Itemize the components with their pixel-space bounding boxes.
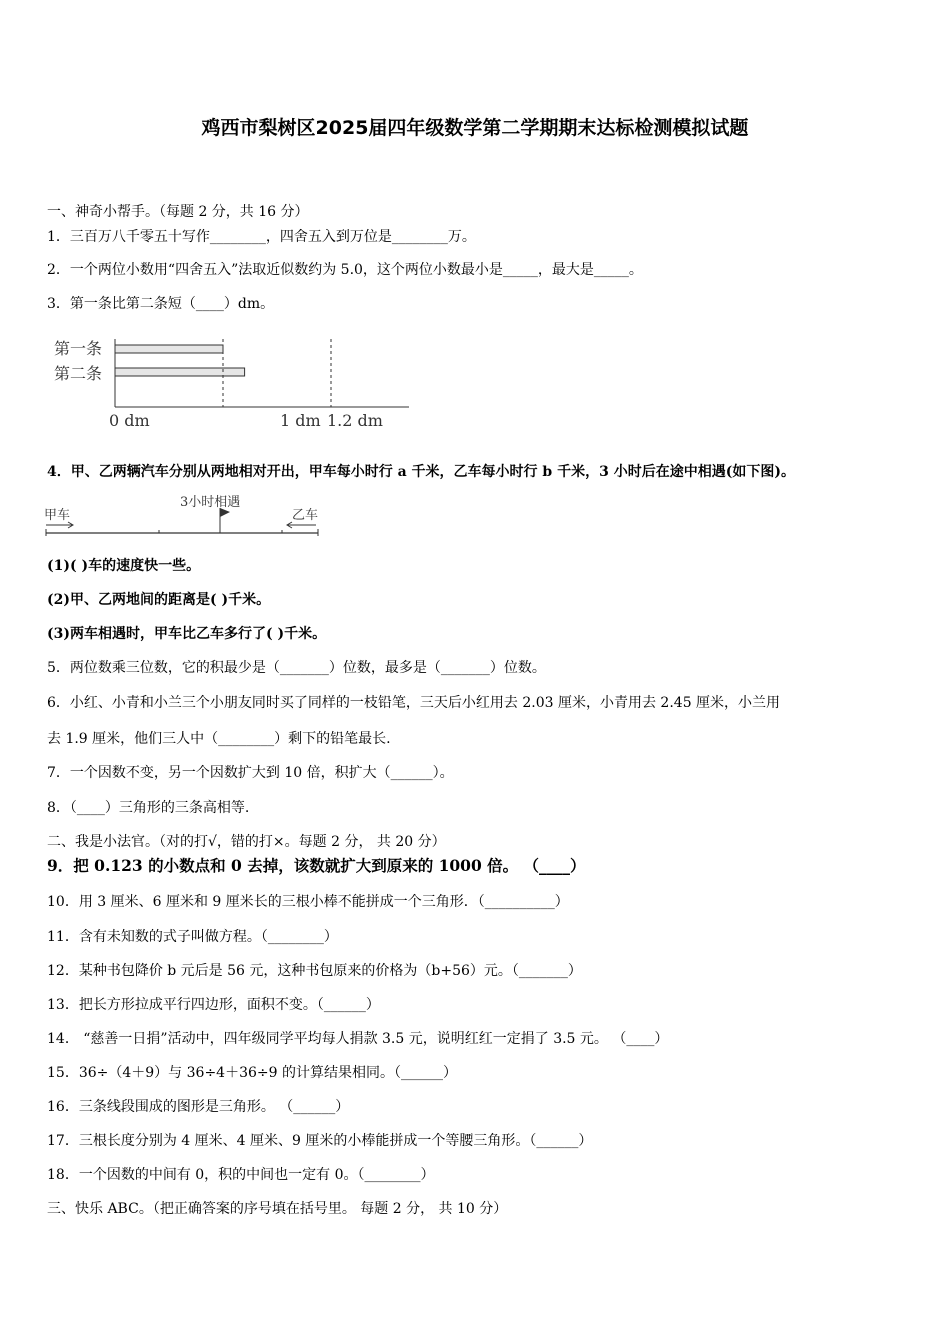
question-9: 9．把 0.123 的小数点和 0 去掉，该数就扩大到原来的 1000 倍。 （____） — [47, 856, 586, 875]
cars-meeting-figure — [44, 490, 334, 540]
question-15: 15．36÷（4＋9）与 36÷4＋36÷9 的计算结果相同。（______） — [47, 1065, 457, 1081]
section-3-heading: 三、快乐 ABC。（把正确答案的序号填在括号里。 每题 2 分， 共 10 分） — [47, 1201, 508, 1217]
question-6-line-2: 去 1.9 厘米，他们三人中（________）剩下的铅笔最长. — [47, 731, 391, 747]
question-18: 18．一个因数的中间有 0，积的中间也一定有 0。（________） — [47, 1167, 435, 1183]
question-7: 7．一个因数不变，另一个因数扩大到 10 倍，积扩大（______）。 — [47, 765, 454, 781]
meet-label: 3小时相遇 — [180, 495, 241, 510]
tick-label-12dm: 1.2 dm — [327, 411, 383, 430]
question-16: 16．三条线段围成的图形是三角形。 （______） — [47, 1099, 350, 1115]
question-4-part-1: (1)( )车的速度快一些。 — [47, 558, 201, 574]
question-2: 2．一个两位小数用“四舍五入”法取近似数约为 5.0，这个两位小数最小是_____，最大是_____。 — [47, 262, 643, 278]
question-1: 1．三百万八千零五十写作________，四舍五入到万位是________万。 — [47, 229, 476, 245]
question-17: 17．三根长度分别为 4 厘米、4 厘米、9 厘米的小棒能拼成一个等腰三角形。（______） — [47, 1133, 593, 1149]
second-bar-label: 第二条 — [54, 364, 103, 383]
first-bar — [115, 345, 223, 353]
question-4-part-2: (2)甲、乙两地间的距离是( )千米。 — [47, 592, 271, 608]
question-12: 12．某种书包降价 b 元后是 56 元，这种书包原来的价格为（b+56）元。（_______） — [47, 963, 582, 979]
second-bar — [115, 368, 245, 376]
car-a-label: 甲车 — [44, 508, 71, 523]
question-8: 8．（____）三角形的三条高相等. — [47, 800, 250, 816]
first-bar-label: 第一条 — [54, 339, 103, 358]
question-5: 5．两位数乘三位数，它的积最少是（_______）位数，最多是（_______）位数。 — [47, 660, 546, 676]
question-3: 3．第一条比第二条短（____）dm。 — [47, 296, 275, 312]
question-4-part-3: (3)两车相遇时，甲车比乙车多行了( )千米。 — [47, 626, 327, 642]
tick-label-0dm: 0 dm — [109, 411, 150, 430]
question-14: 14． “慈善一日捐”活动中，四年级同学平均每人捐款 3.5 元，说明红红一定捐了 3.5 元。 （____） — [47, 1031, 669, 1047]
question-6-line-1: 6．小红、小青和小兰三个小朋友同时买了同样的一枝铅笔，三天后小红用去 2.03 厘米，小青用去 2.45 厘米，小兰用 — [47, 695, 781, 711]
page-title: 鸡西市梨树区2025届四年级数学第二学期期末达标检测模拟试题 — [201, 117, 749, 139]
section-2-heading: 二、我是小法官。（对的打√，错的打×。每题 2 分， 共 20 分） — [47, 834, 446, 850]
bar-length-figure — [52, 334, 412, 434]
tick-label-1dm: 1 dm — [280, 411, 321, 430]
question-4: 4．甲、乙两辆汽车分别从两地相对开出，甲车每小时行 a 千米，乙车每小时行 b 千米，3 小时后在途中相遇(如下图)。 — [47, 464, 795, 480]
question-10: 10．用 3 厘米、6 厘米和 9 厘米长的三根小棒不能拼成一个三角形．（__________） — [47, 894, 569, 910]
question-11: 11．含有未知数的式子叫做方程。（________） — [47, 929, 338, 945]
question-13: 13．把长方形拉成平行四边形，面积不变。（______） — [47, 997, 380, 1013]
car-b-label: 乙车 — [292, 508, 319, 523]
section-1-heading: 一、神奇小帮手。（每题 2 分，共 16 分） — [47, 204, 309, 220]
